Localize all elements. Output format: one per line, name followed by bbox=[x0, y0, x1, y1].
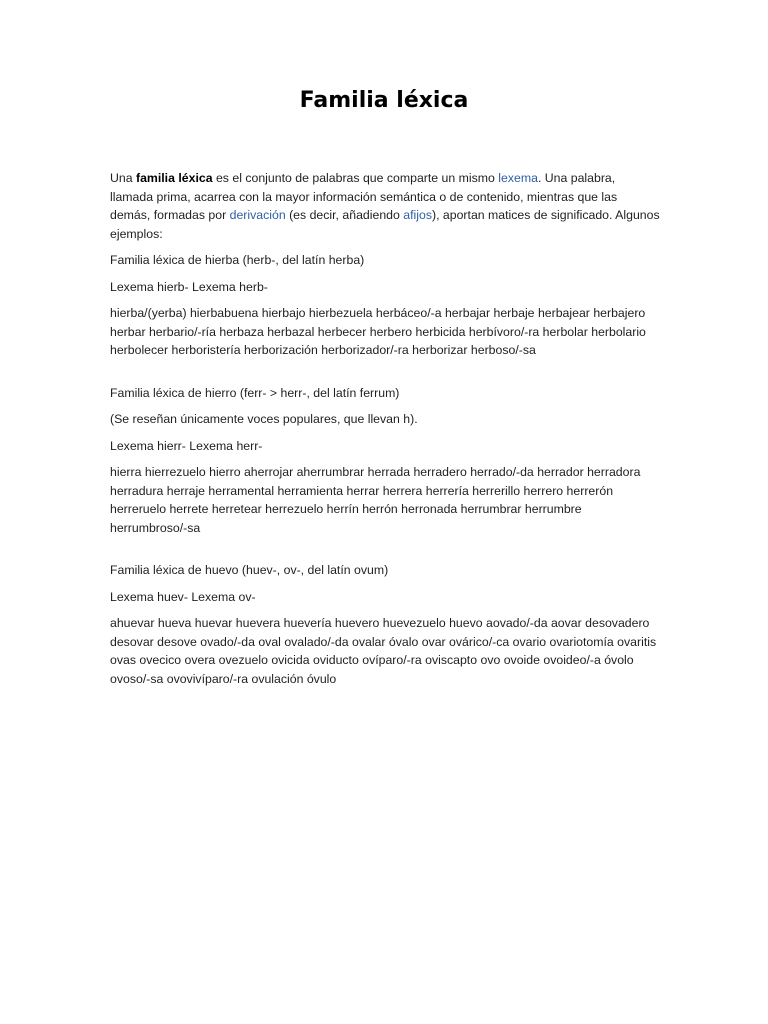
intro-text-4: (es decir, añadiendo bbox=[285, 208, 404, 222]
hierro-lexema: Lexema hierr- Lexema herr- bbox=[110, 438, 263, 453]
derivacion-link[interactable]: derivación bbox=[229, 208, 286, 222]
intro-text-1: Una bbox=[110, 171, 136, 185]
hierro-note: (Se reseñan únicamente voces populares, que llevan h). bbox=[110, 412, 418, 426]
lexema-link[interactable]: lexema bbox=[498, 171, 538, 185]
intro-text-5: ), aportan matices de significado. Algunos ejemplos: bbox=[110, 208, 660, 241]
hierba-lexema: Lexema hierb- Lexema herb- bbox=[110, 279, 268, 294]
intro-paragraph bbox=[110, 169, 660, 243]
document-body bbox=[110, 169, 660, 696]
page-title: Familia léxica bbox=[299, 88, 469, 113]
intro-bold-term: familia léxica bbox=[135, 171, 213, 185]
huevo-heading: Familia léxica de huevo (huev-, ov-, del latín ovum) bbox=[110, 563, 389, 577]
hierro-words: hierra hierrezuelo hierro aherrojar aherrumbrar herrada herradero herrado/-da herrador herradora herradura herraje herramental herramienta herrar herrera herrería herrerillo herrero herrerón herreruelo herrete herretear herrezuelo herrín herrón herronada herrumbrar herrumbre herrumbroso/-sa bbox=[110, 465, 641, 535]
hierba-words: hierba/(yerba) hierbabuena hierbajo hierbezuela herbáceo/-a herbajar herbaje herbajear herbajero herbar herbario/-ría herbaza herbazal herbecer herbero herbicida herbívoro/-ra herbolar herbolario herbolecer herboristería herborización herborizador/-ra herborizar herboso/-sa bbox=[110, 306, 646, 357]
afijos-link[interactable]: afijos bbox=[403, 208, 432, 222]
intro-text-2: es el conjunto de palabras que comparte un mismo bbox=[212, 171, 499, 185]
hierba-heading: Familia léxica de hierba (herb-, del latín herba) bbox=[110, 253, 365, 267]
hierro-heading: Familia léxica de hierro (ferr- > herr-, del latín ferrum) bbox=[110, 385, 400, 400]
huevo-lexema: Lexema huev- Lexema ov- bbox=[110, 589, 256, 604]
intro-text-3: . Una palabra, llamada prima, acarrea con la mayor información semántica o de contenido, mientras que las demás, formadas por bbox=[110, 171, 618, 222]
huevo-words: ahuevar hueva huevar huevera huevería huevero huevezuelo huevo aovado/-da aovar desovadero desovar desove ovado/-da oval ovalado/-da ovalar óvalo ovar ovárico/-ca ovario ovariotomía ovaritis ovas ovecico overa ovezuelo ovicida oviducto ovíparo/-ra oviscapto ovo ovoide ovoideo/-a óvolo ovoso/-sa ovovivíparo/-ra ovulación óvulo bbox=[110, 616, 657, 686]
